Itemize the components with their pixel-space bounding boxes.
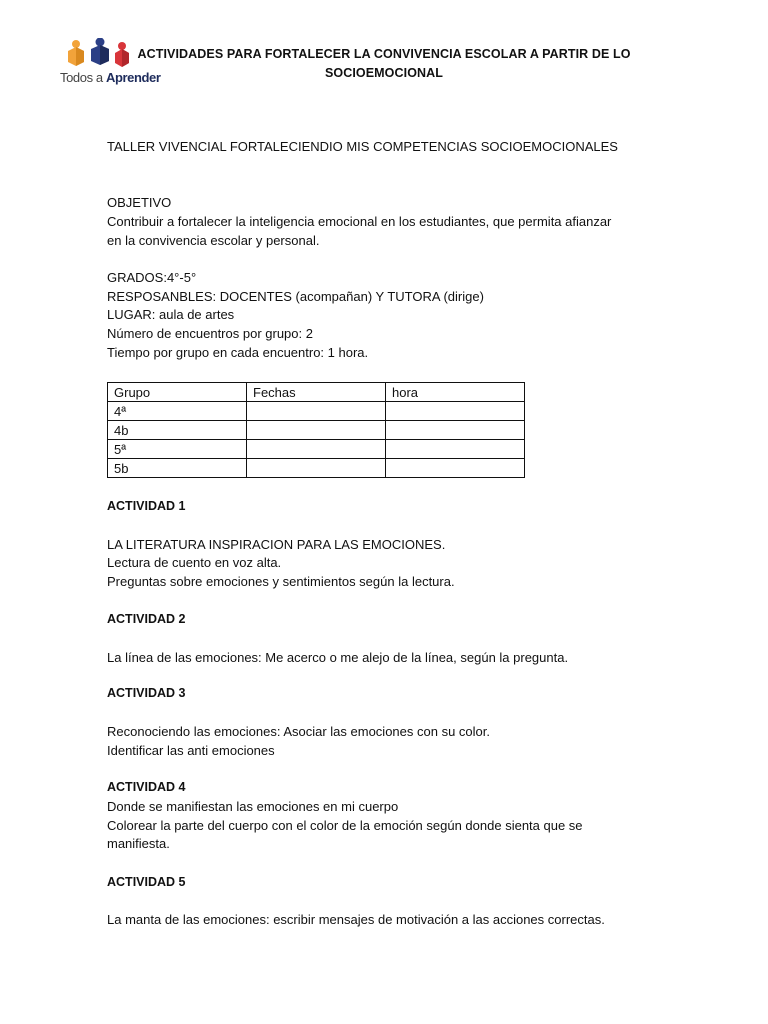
- activity-4-title: ACTIVIDAD 4: [107, 780, 186, 794]
- objective-text-line-1: Contribuir a fortalecer la inteligencia emocional en los estudiantes, que permita afianzar: [107, 214, 612, 229]
- objective-text-line-2: en la convivencia escolar y personal.: [107, 233, 320, 248]
- header-grupo: Grupo: [108, 383, 247, 402]
- cell-fechas: [247, 421, 386, 440]
- header-hora: hora: [386, 383, 525, 402]
- logo-text: Todos a Aprender: [60, 70, 161, 85]
- cell-fechas: [247, 402, 386, 421]
- title-line-2: SOCIOEMOCIONAL: [324, 66, 444, 80]
- table-header-row: [108, 383, 525, 402]
- document-title: [106, 45, 662, 83]
- responsibles: RESPOSANBLES: DOCENTES (acompañan) Y TUTORA (dirige): [107, 289, 484, 304]
- table-row: [108, 402, 525, 421]
- activity-3-line-1: Reconociendo las emociones: Asociar las emociones con su color.: [107, 724, 490, 739]
- table-row: [108, 421, 525, 440]
- activity-5-title: ACTIVIDAD 5: [107, 875, 186, 889]
- objective-heading: OBJETIVO: [107, 195, 172, 210]
- schedule-table: [107, 382, 525, 478]
- activity-4-line-2: Colorear la parte del cuerpo con el color de la emoción según donde sienta que se: [107, 818, 583, 833]
- cell-fechas: [247, 440, 386, 459]
- cell-fechas: [247, 459, 386, 478]
- activity-2-line-1: La línea de las emociones: Me acerco o me alejo de la línea, según la pregunta.: [107, 650, 569, 665]
- table-row: [108, 459, 525, 478]
- title-line-1: ACTIVIDADES PARA FORTALECER LA CONVIVENCIA ESCOLAR A PARTIR DE LO: [137, 47, 631, 61]
- activity-1-line-1: LA LITERATURA INSPIRACION PARA LAS EMOCIONES.: [107, 537, 446, 552]
- activity-5-line-1: La manta de las emociones: escribir mensajes de motivación a las acciones correctas.: [107, 912, 605, 927]
- workshop-title: TALLER VIVENCIAL FORTALECIENDIO MIS COMPETENCIAS SOCIOEMOCIONALES: [107, 139, 618, 154]
- header-fechas: Fechas: [247, 383, 386, 402]
- time-per-group: Tiempo por grupo en cada encuentro: 1 hora.: [107, 345, 369, 360]
- cell-grupo: 4ª: [108, 402, 247, 421]
- activity-2-title: ACTIVIDAD 2: [107, 612, 186, 626]
- activity-3-line-2: Identificar las anti emociones: [107, 743, 275, 758]
- cell-hora: [386, 459, 525, 478]
- cell-grupo: 5b: [108, 459, 247, 478]
- cell-grupo: 4b: [108, 421, 247, 440]
- activity-1-line-3: Preguntas sobre emociones y sentimientos según la lectura.: [107, 574, 455, 589]
- activity-1-line-2: Lectura de cuento en voz alta.: [107, 555, 282, 570]
- table-row: [108, 440, 525, 459]
- cell-grupo: 5ª: [108, 440, 247, 459]
- activity-3-title: ACTIVIDAD 3: [107, 686, 186, 700]
- place: LUGAR: aula de artes: [107, 307, 235, 322]
- cell-hora: [386, 402, 525, 421]
- activity-1-title: ACTIVIDAD 1: [107, 499, 186, 513]
- cell-hora: [386, 421, 525, 440]
- meetings-count: Número de encuentros por grupo: 2: [107, 326, 313, 341]
- activity-4-line-1: Donde se manifiestan las emociones en mi cuerpo: [107, 799, 399, 814]
- cell-hora: [386, 440, 525, 459]
- activity-4-line-3: manifiesta.: [107, 836, 170, 851]
- grades: GRADOS:4°-5°: [107, 270, 197, 285]
